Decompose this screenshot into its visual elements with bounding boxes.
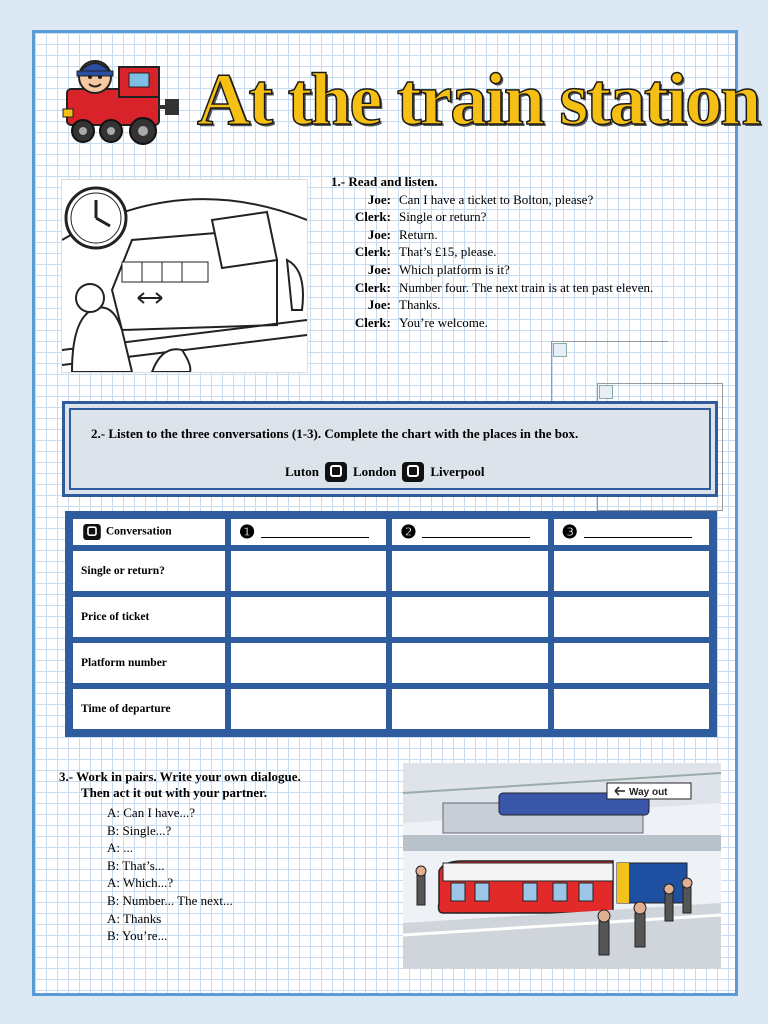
line-text: Which platform is it? [399,261,510,277]
row-label: Time of departure [72,688,226,730]
broken-image-icon [553,343,567,357]
broken-image-icon [599,385,613,399]
speaker: Joe: [367,261,391,277]
way-out-sign: Way out [629,787,668,798]
underground-icon [402,462,424,482]
answer-cell[interactable] [391,596,548,638]
dialogue-line [331,243,653,261]
line-text: Return. [399,226,438,242]
prompt-line: A: ... [107,840,133,856]
answer-cell[interactable] [553,688,710,730]
prompt-line: A: Thanks [107,910,162,926]
answer-cell[interactable] [230,596,387,638]
prompt-line: B: Single...? [107,822,172,838]
prompt-line: B: You’re... [107,928,168,944]
conversation-2-cell[interactable] [391,518,548,546]
line-text: Number four. The next train is at ten past eleven. [399,279,654,295]
answer-blank[interactable] [422,525,530,538]
speaker: Joe: [367,226,391,242]
answer-cell[interactable] [391,550,548,592]
conversation-1-cell[interactable] [230,518,387,546]
dialogue-line [331,314,653,332]
row-label: Single or return? [72,550,226,592]
page-title: At the train station [197,59,760,141]
exercise-2-box [62,401,718,497]
speaker: Clerk: [354,244,391,260]
dialogue-line [331,296,653,314]
answer-cell[interactable] [391,642,548,684]
dialogue-line [331,261,653,279]
line-text: Single or return? [399,209,487,225]
number-3: ❸ [561,521,578,542]
underground-icon [325,462,347,482]
answer-cell[interactable] [230,642,387,684]
prompt-line: B: That’s... [107,857,165,873]
underground-platform-illustration [403,763,721,969]
line-text: That’s £15, please. [399,244,497,260]
exercise-3-instruction-1: 3.- Work in pairs. Write your own dialogue. [59,769,301,784]
answer-blank[interactable] [261,525,369,538]
line-text: Can I have a ticket to Bolton, please? [399,191,594,207]
place-liverpool: Liverpool [430,464,485,479]
line-text: Thanks. [399,297,441,313]
conversation-3-cell[interactable] [553,518,710,546]
chart-header-cell [72,518,226,546]
exercise-2-instruction: 2.- Listen to the three conversations (1-3). Complete the chart with the places in the box. [91,426,579,441]
number-1: ❶ [239,521,256,542]
dialogue-line [331,208,653,226]
answer-cell[interactable] [391,688,548,730]
line-text: You’re welcome. [399,314,488,330]
speaker: Clerk: [354,279,391,295]
speaker: Clerk: [354,314,391,330]
exercise-3-instruction-2: Then act it out with your partner. [81,784,267,800]
prompt-line: B: Number... The next... [107,892,233,908]
speaker: Clerk: [354,209,391,225]
answer-cell[interactable] [553,642,710,684]
prompt-line: A: Which...? [107,875,174,891]
place-luton: Luton [285,464,319,479]
dialogue-line [331,191,653,209]
prompt-line: A: Can I have...? [107,805,196,820]
chart-row [72,550,710,592]
speaker: Joe: [367,191,391,207]
worksheet [32,30,760,996]
answer-cell[interactable] [553,550,710,592]
number-2: ❷ [400,521,417,542]
train-driver-illustration [59,49,185,149]
conversation-label: Conversation [105,525,172,538]
row-label: Price of ticket [72,596,226,638]
answer-cell[interactable] [230,550,387,592]
answer-chart [65,511,717,737]
answer-cell[interactable] [230,688,387,730]
exercise-1 [331,173,653,331]
exercise-1-heading: 1.- Read and listen. [331,174,438,189]
places-box [285,462,485,482]
dialogue-line [331,279,653,297]
speaker: Joe: [367,297,391,313]
exercise-3 [59,769,301,945]
chart-row [72,688,710,730]
dialogue-prompts [107,804,301,945]
underground-icon [83,524,101,540]
answer-cell[interactable] [553,596,710,638]
chart-row [72,642,710,684]
chart-header-row [72,518,710,546]
row-label: Platform number [72,642,226,684]
chart-row [72,596,710,638]
answer-blank[interactable] [584,525,692,538]
station-line-drawing [61,179,308,373]
dialogue-line [331,226,653,244]
place-london: London [352,464,397,479]
